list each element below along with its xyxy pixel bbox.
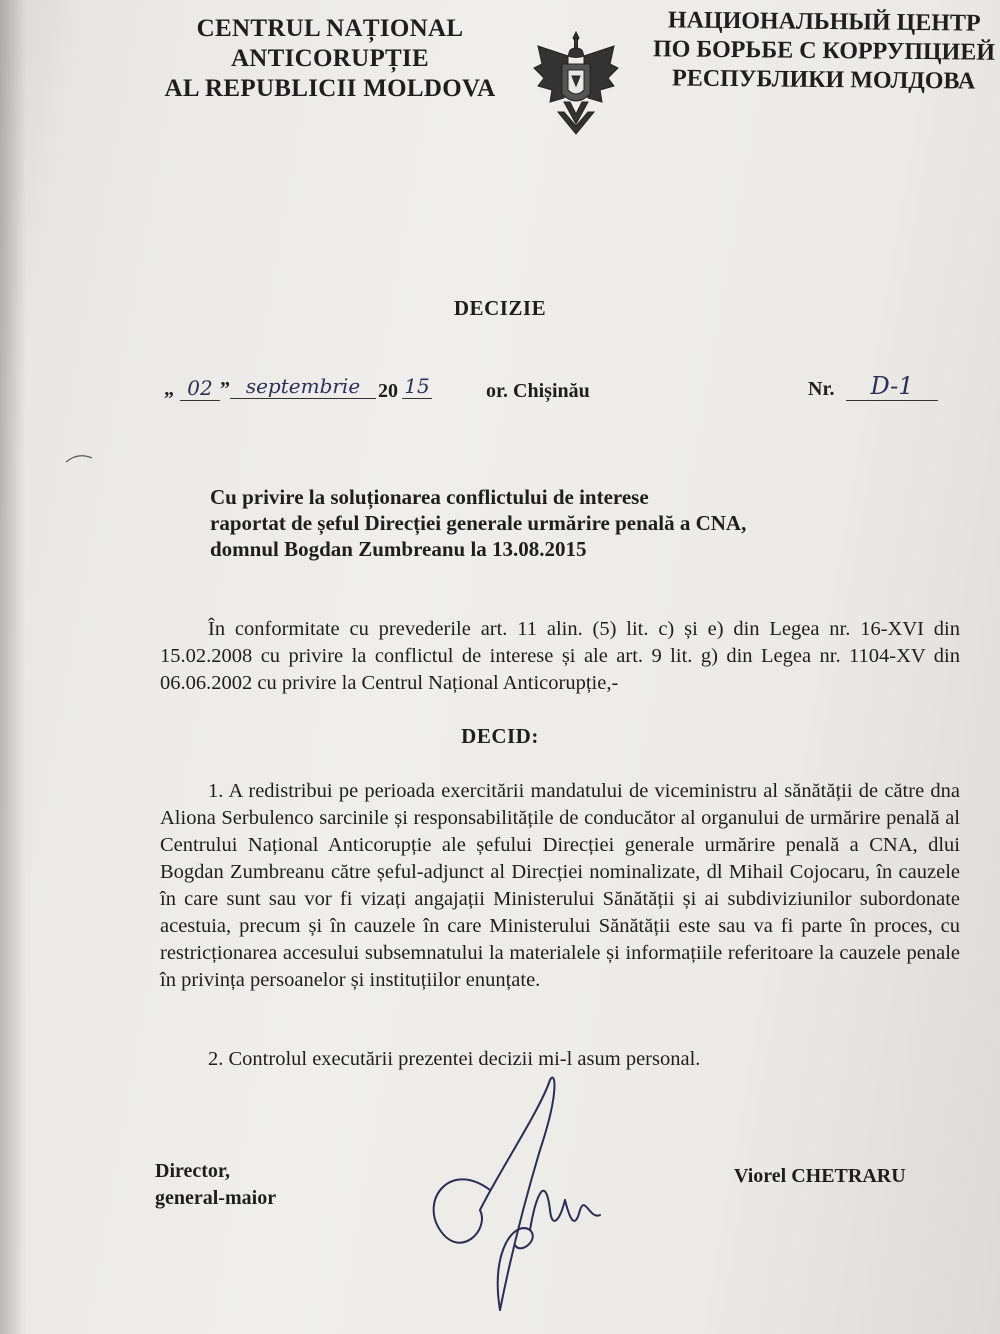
page-edge-shadow bbox=[0, 0, 26, 1334]
moldova-coat-of-arms-icon bbox=[530, 28, 622, 138]
signatory-position-line-1: Director, bbox=[155, 1160, 230, 1182]
date-month: septembrie bbox=[230, 374, 376, 399]
date-day: 02 bbox=[180, 376, 220, 401]
date-line bbox=[160, 372, 960, 412]
header-ro-line-1: CENTRUL NAȚIONAL bbox=[196, 15, 464, 42]
subject-line-3: domnul Bogdan Zumbreanu la 13.08.2015 bbox=[210, 537, 587, 561]
decid-heading: DECID: bbox=[461, 724, 539, 748]
signatory-position bbox=[155, 1158, 276, 1212]
nr-label: Nr. bbox=[808, 378, 835, 400]
city: or. Chișinău bbox=[486, 380, 590, 402]
date-open-quote: „ bbox=[164, 378, 174, 400]
header-romanian bbox=[150, 14, 510, 104]
date-close-quote: ” bbox=[220, 378, 230, 400]
decision-point-2: 2. Controlul executării prezentei decizii mi-l asum personal. bbox=[208, 1048, 701, 1070]
signatory-position-line-2: general-maior bbox=[155, 1187, 277, 1209]
header-ro-line-3: AL REPUBLICII MOLDOVA bbox=[164, 75, 496, 102]
header-ru-line-1: НАЦИОНАЛЬНЫЙ ЦЕНТР bbox=[667, 7, 981, 37]
date-year-suffix: 15 bbox=[402, 374, 432, 399]
margin-mark bbox=[64, 452, 94, 464]
header-ru-line-2: ПО БОРЬБЕ С КОРРУПЦИЕЙ bbox=[652, 36, 996, 66]
date-year-prefix: 20 bbox=[378, 380, 398, 402]
preamble-paragraph: În conformitate cu prevederile art. 11 alin. (5) lit. c) și e) din Legea nr. 16-XVI din 15.02.2008 cu privire la conflictul de interese și ale art. 9 lit. g) din Legea nr. 1104-XV din 06.06.2002 cu privire la Centrul Național Anticorupție,- bbox=[160, 618, 960, 694]
handwritten-signature bbox=[420, 1070, 620, 1320]
subject-line-2: raportat de șeful Direcției generale urmărire penală a CNA, bbox=[210, 511, 747, 535]
header-ru-line-3: РЕСПУБЛИКИ МОЛДОВА bbox=[671, 65, 976, 95]
nr-value: D-1 bbox=[846, 372, 938, 401]
subject-line-1: Cu privire la soluționarea conflictului de interese bbox=[210, 485, 649, 509]
decision-point-1: 1. A redistribui pe perioada exercitării mandatului de viceministru al sănătății de către dna Aliona Serbulenco sarcinile și responsabilitățile de conducător al organului de urmărire penală al Centrului Național Anticorupție ale șefului Direcției generale urmărire penală a CNA, dlui Bogdan Zumbreanu către șeful-adjunct al Direcției nominalizate, dl Mihail Cojocaru, în cauzele în care sunt sau vor fi vizați angajații Ministerului Sănătății și ai subdiviziunilor subordonate acestuia, precum și în cauzele în care Ministerului Sănătății este sau va fi parte în proces, cu restricționarea accesului subsemnatului la materialele și informațiile referitoare la cauzele penale în privința persoanelor și instituțiilor enunțate. bbox=[160, 780, 960, 991]
header-russian bbox=[648, 6, 1000, 97]
header-ro-line-2: ANTICORUPȚIE bbox=[230, 45, 430, 72]
document-title: DECIZIE bbox=[453, 296, 547, 320]
signatory-name: Viorel CHETRARU bbox=[734, 1165, 906, 1187]
subject-block bbox=[210, 484, 830, 562]
